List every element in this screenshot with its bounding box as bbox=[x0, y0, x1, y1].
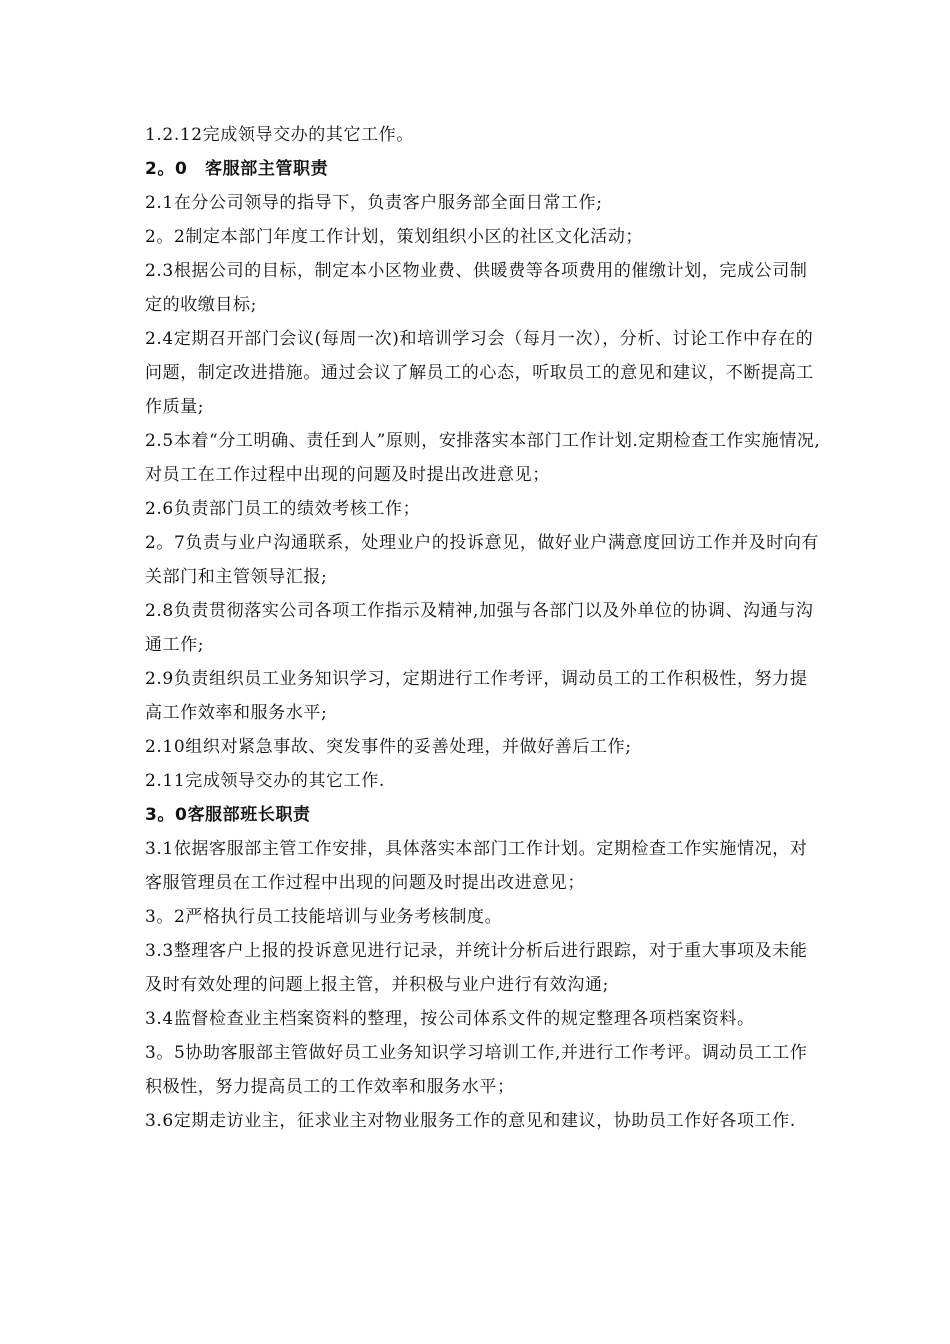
section-3-heading: 3。0客服部班长职责 bbox=[145, 805, 311, 825]
item-2-1: 2.1在分公司领导的指导下，负责客户服务部全面日常工作; bbox=[145, 193, 603, 213]
item-3-2: 3。2严格执行员工技能培训与业务考核制度。 bbox=[145, 907, 503, 927]
item-3-3: 3.3整理客户上报的投诉意见进行记录，并统计分析后进行跟踪，对于重大事项及未能及时有效处理的问题上报主管，并积极与业户进行有效沟通; bbox=[145, 941, 808, 995]
document-body bbox=[145, 118, 825, 1138]
item-2-5: 2.5本着“分工明确、责任到人”原则，安排落实本部门工作计划.定期检查工作实施情况,对员工在工作过程中出现的问题及时提出改进意见； bbox=[145, 431, 821, 485]
section-2-heading: 2。0 客服部主管职责 bbox=[145, 159, 329, 179]
item-2-6: 2.6负责部门员工的绩效考核工作； bbox=[145, 499, 421, 519]
item-2-10: 2.10组织对紧急事故、突发事件的妥善处理，并做好善后工作; bbox=[145, 737, 632, 757]
item-2-3: 2.3根据公司的目标，制定本小区物业费、供暖费等各项费用的催缴计划，完成公司制定的收缴目标; bbox=[145, 261, 808, 315]
item-2-11: 2.11完成领导交办的其它工作. bbox=[145, 771, 385, 791]
item-3-1: 3.1依据客服部主管工作安排，具体落实本部门工作计划。定期检查工作实施情况，对客服管理员在工作过程中出现的问题及时提出改进意见； bbox=[145, 839, 808, 893]
item-3-5: 3。5协助客服部主管做好员工业务知识学习培训工作,并进行工作考评。调动员工工作积极性，努力提高员工的工作效率和服务水平； bbox=[145, 1043, 808, 1097]
item-3-4: 3.4监督检查业主档案资料的整理，按公司体系文件的规定整理各项档案资料。 bbox=[145, 1009, 755, 1029]
item-1-2-12: 1.2.12完成领导交办的其它工作。 bbox=[145, 125, 414, 145]
item-2-8: 2.8负责贯彻落实公司各项工作指示及精神,加强与各部门以及外单位的协调、沟通与沟通工作; bbox=[145, 601, 814, 655]
item-3-6: 3.6定期走访业主，征求业主对物业服务工作的意见和建议，协助员工作好各项工作. bbox=[145, 1111, 796, 1131]
item-2-4: 2.4定期召开部门会议(每周一次)和培训学习会（每月一次），分析、讨论工作中存在的问题，制定改进措施。通过会议了解员工的心态，听取员工的意见和建议，不断提高工作质量; bbox=[145, 329, 814, 417]
item-2-2: 2。2制定本部门年度工作计划，策划组织小区的社区文化活动； bbox=[145, 227, 644, 247]
item-2-9: 2.9负责组织员工业务知识学习，定期进行工作考评，调动员工的工作积极性，努力提高工作效率和服务水平; bbox=[145, 669, 808, 723]
item-2-7: 2。7负责与业户沟通联系，处理业户的投诉意见，做好业户满意度回访工作并及时向有关部门和主管领导汇报; bbox=[145, 533, 820, 587]
